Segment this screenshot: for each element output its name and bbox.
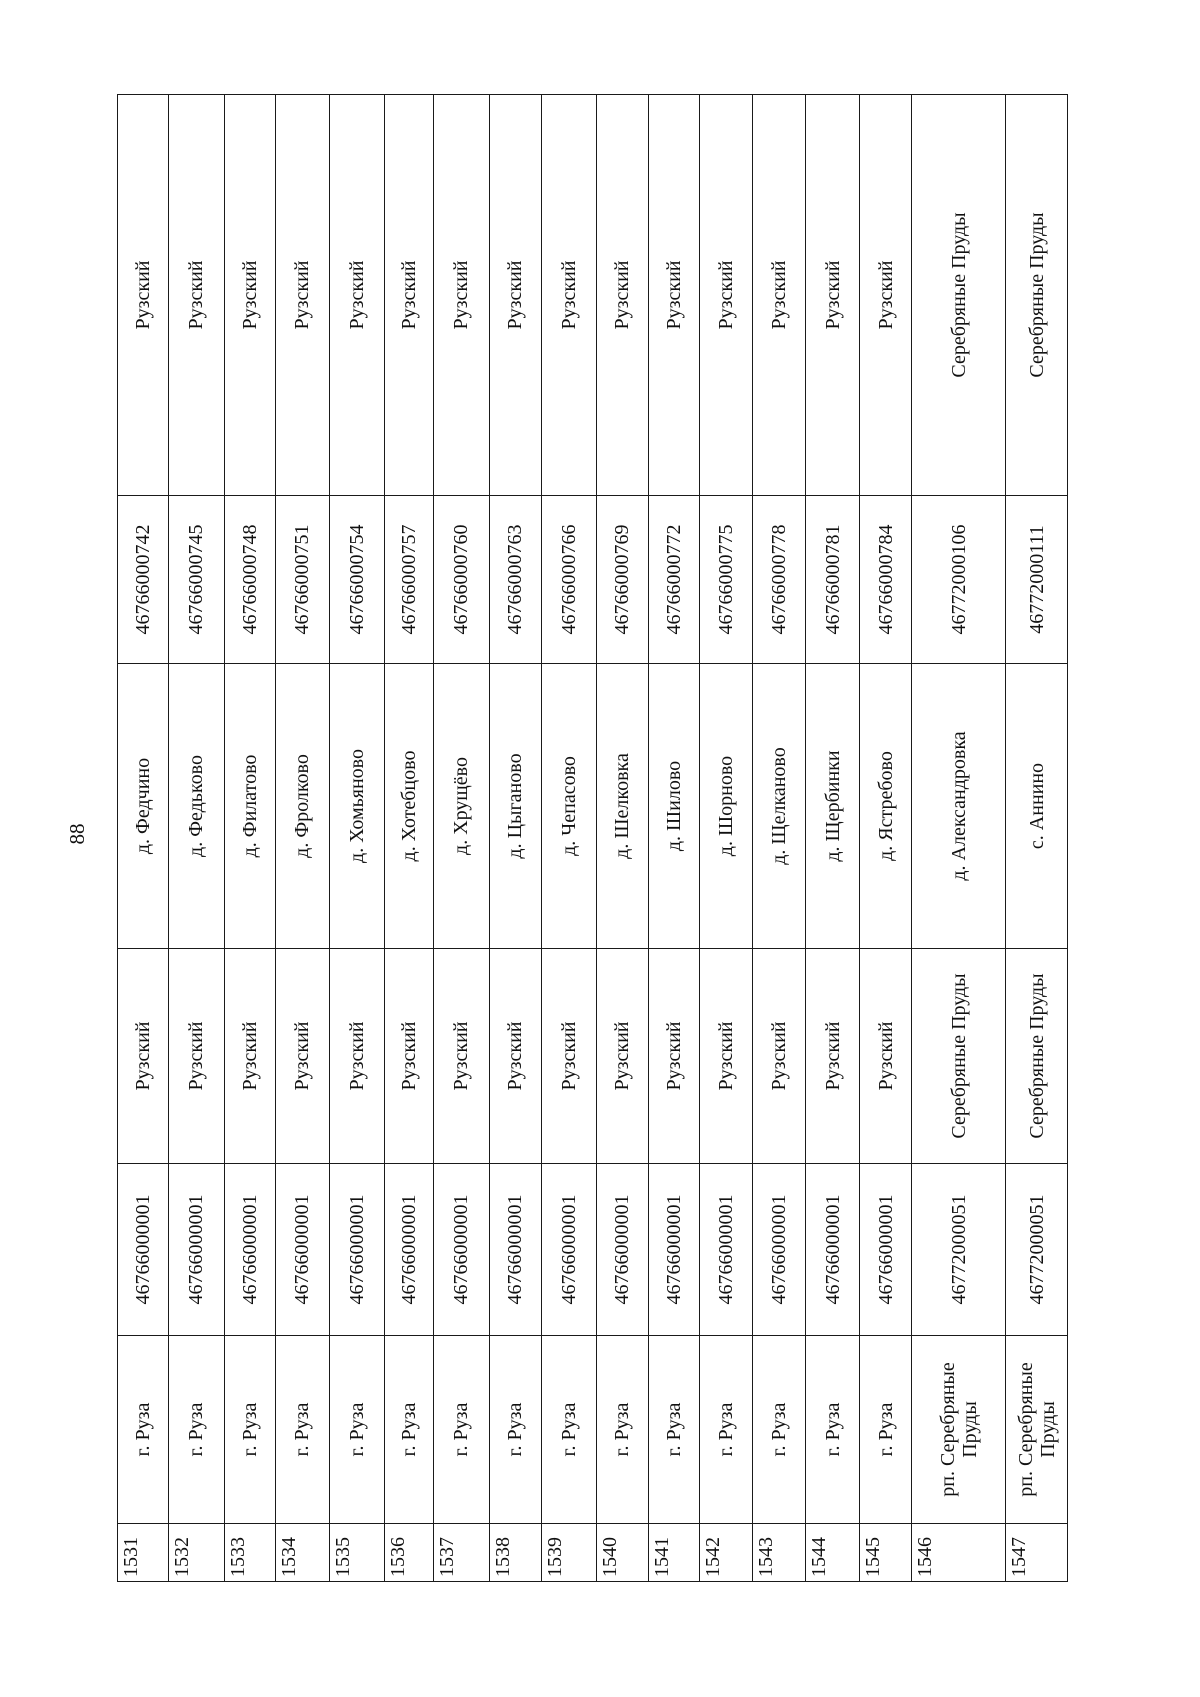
cell-settlement-oktmo: 46766000748 xyxy=(224,496,275,664)
cell-settlement-oktmo: 46766000760 xyxy=(433,496,489,664)
cell-district-b: Серебряные Пруды xyxy=(1006,95,1068,496)
table-row xyxy=(224,95,275,1582)
cell-admin-center-oktmo: 46766000001 xyxy=(118,1164,169,1336)
cell-district-b: Рузский xyxy=(596,95,648,496)
table-row xyxy=(648,95,700,1582)
cell-admin-center-oktmo: 46766000001 xyxy=(648,1164,700,1336)
cell-row-number: 1544 xyxy=(806,1524,860,1582)
cell-settlement-name: д. Шелковка xyxy=(596,664,648,949)
cell-district-b: Рузский xyxy=(224,95,275,496)
cell-row-number: 1535 xyxy=(329,1524,384,1582)
table-row xyxy=(384,95,433,1582)
table-row xyxy=(1006,95,1068,1582)
table-row xyxy=(168,95,224,1582)
cell-district-b: Рузский xyxy=(700,95,753,496)
cell-admin-center-oktmo: 46766000001 xyxy=(489,1164,541,1336)
cell-settlement-oktmo: 46766000751 xyxy=(275,496,329,664)
cell-admin-center: г. Руза xyxy=(806,1336,860,1524)
cell-admin-center: рп. Серебряные Пруды xyxy=(912,1336,1006,1524)
table-row xyxy=(275,95,329,1582)
table-row xyxy=(329,95,384,1582)
cell-row-number: 1547 xyxy=(1006,1524,1068,1582)
cell-admin-center: г. Руза xyxy=(860,1336,912,1524)
cell-settlement-name: д. Хомьяново xyxy=(329,664,384,949)
cell-settlement-name: д. Хотебцово xyxy=(384,664,433,949)
cell-settlement-name: д. Александровка xyxy=(912,664,1006,949)
cell-admin-center: г. Руза xyxy=(596,1336,648,1524)
table-row xyxy=(806,95,860,1582)
cell-admin-center-oktmo: 46766000001 xyxy=(541,1164,596,1336)
table-row xyxy=(118,95,169,1582)
cell-row-number: 1536 xyxy=(384,1524,433,1582)
cell-district-a: Рузский xyxy=(433,949,489,1164)
table-row xyxy=(596,95,648,1582)
cell-district-b: Рузский xyxy=(541,95,596,496)
cell-admin-center-oktmo: 46766000001 xyxy=(596,1164,648,1336)
cell-district-b: Рузский xyxy=(275,95,329,496)
table-row xyxy=(912,95,1006,1582)
cell-district-b: Рузский xyxy=(118,95,169,496)
table-row xyxy=(860,95,912,1582)
cell-district-a: Рузский xyxy=(648,949,700,1164)
cell-settlement-oktmo: 46766000769 xyxy=(596,496,648,664)
rotated-table-container xyxy=(117,95,1068,1582)
cell-district-b: Рузский xyxy=(329,95,384,496)
table-row xyxy=(700,95,753,1582)
cell-district-a: Рузский xyxy=(806,949,860,1164)
cell-settlement-name: д. Шорново xyxy=(700,664,753,949)
cell-admin-center: г. Руза xyxy=(384,1336,433,1524)
cell-settlement-oktmo: 46766000772 xyxy=(648,496,700,664)
cell-row-number: 1540 xyxy=(596,1524,648,1582)
cell-admin-center: г. Руза xyxy=(648,1336,700,1524)
cell-admin-center: г. Руза xyxy=(700,1336,753,1524)
cell-settlement-oktmo: 46772000106 xyxy=(912,496,1006,664)
cell-settlement-oktmo: 46766000766 xyxy=(541,496,596,664)
cell-district-a: Рузский xyxy=(489,949,541,1164)
cell-district-a: Рузский xyxy=(118,949,169,1164)
cell-admin-center: г. Руза xyxy=(433,1336,489,1524)
cell-settlement-oktmo: 46766000742 xyxy=(118,496,169,664)
cell-district-a: Рузский xyxy=(224,949,275,1164)
cell-row-number: 1531 xyxy=(118,1524,169,1582)
cell-district-b: Серебряные Пруды xyxy=(912,95,1006,496)
cell-settlement-oktmo: 46766000745 xyxy=(168,496,224,664)
cell-admin-center: рп. Серебряные Пруды xyxy=(1006,1336,1068,1524)
cell-row-number: 1542 xyxy=(700,1524,753,1582)
cell-admin-center-oktmo: 46766000001 xyxy=(384,1164,433,1336)
cell-settlement-oktmo: 46766000757 xyxy=(384,496,433,664)
cell-row-number: 1532 xyxy=(168,1524,224,1582)
cell-district-a: Рузский xyxy=(860,949,912,1164)
cell-district-b: Рузский xyxy=(860,95,912,496)
cell-district-a: Рузский xyxy=(275,949,329,1164)
cell-settlement-oktmo: 46766000763 xyxy=(489,496,541,664)
table-row xyxy=(753,95,806,1582)
cell-settlement-name: д. Щербинки xyxy=(806,664,860,949)
table-row xyxy=(541,95,596,1582)
cell-district-b: Рузский xyxy=(753,95,806,496)
cell-district-a: Рузский xyxy=(384,949,433,1164)
cell-district-a: Рузский xyxy=(700,949,753,1164)
cell-settlement-oktmo: 46766000754 xyxy=(329,496,384,664)
cell-admin-center: г. Руза xyxy=(541,1336,596,1524)
cell-settlement-name: д. Чепасово xyxy=(541,664,596,949)
cell-admin-center: г. Руза xyxy=(224,1336,275,1524)
table-row xyxy=(433,95,489,1582)
cell-settlement-name: д. Федьково xyxy=(168,664,224,949)
cell-district-a: Серебряные Пруды xyxy=(912,949,1006,1164)
cell-admin-center-oktmo: 46766000001 xyxy=(700,1164,753,1336)
cell-row-number: 1546 xyxy=(912,1524,1006,1582)
cell-settlement-name: д. Цыганово xyxy=(489,664,541,949)
cell-district-b: Рузский xyxy=(806,95,860,496)
cell-settlement-name: д. Фролково xyxy=(275,664,329,949)
cell-district-a: Рузский xyxy=(596,949,648,1164)
cell-row-number: 1538 xyxy=(489,1524,541,1582)
cell-settlement-name: д. Ястребово xyxy=(860,664,912,949)
cell-settlement-name: с. Аннино xyxy=(1006,664,1068,949)
cell-admin-center: г. Руза xyxy=(489,1336,541,1524)
cell-district-a: Рузский xyxy=(753,949,806,1164)
table-row xyxy=(489,95,541,1582)
cell-settlement-oktmo: 46766000775 xyxy=(700,496,753,664)
cell-admin-center: г. Руза xyxy=(275,1336,329,1524)
cell-district-b: Рузский xyxy=(648,95,700,496)
cell-row-number: 1537 xyxy=(433,1524,489,1582)
cell-row-number: 1534 xyxy=(275,1524,329,1582)
cell-settlement-name: д. Шилово xyxy=(648,664,700,949)
cell-row-number: 1533 xyxy=(224,1524,275,1582)
cell-row-number: 1539 xyxy=(541,1524,596,1582)
cell-admin-center-oktmo: 46766000001 xyxy=(168,1164,224,1336)
cell-district-a: Рузский xyxy=(541,949,596,1164)
cell-admin-center-oktmo: 46766000001 xyxy=(753,1164,806,1336)
cell-district-a: Рузский xyxy=(168,949,224,1164)
cell-admin-center: г. Руза xyxy=(118,1336,169,1524)
cell-admin-center: г. Руза xyxy=(168,1336,224,1524)
cell-admin-center-oktmo: 46766000001 xyxy=(224,1164,275,1336)
cell-settlement-name: д. Федчино xyxy=(118,664,169,949)
cell-admin-center-oktmo: 46766000001 xyxy=(860,1164,912,1336)
cell-row-number: 1545 xyxy=(860,1524,912,1582)
cell-settlement-oktmo: 46772000111 xyxy=(1006,496,1068,664)
cell-admin-center: г. Руза xyxy=(329,1336,384,1524)
cell-admin-center-oktmo: 46766000001 xyxy=(433,1164,489,1336)
cell-district-b: Рузский xyxy=(384,95,433,496)
cell-admin-center-oktmo: 46772000051 xyxy=(1006,1164,1068,1336)
cell-settlement-oktmo: 46766000784 xyxy=(860,496,912,664)
cell-admin-center: г. Руза xyxy=(753,1336,806,1524)
cell-district-a: Рузский xyxy=(329,949,384,1164)
cell-admin-center-oktmo: 46766000001 xyxy=(329,1164,384,1336)
cell-admin-center-oktmo: 46772000051 xyxy=(912,1164,1006,1336)
cell-row-number: 1543 xyxy=(753,1524,806,1582)
cell-settlement-oktmo: 46766000778 xyxy=(753,496,806,664)
cell-district-a: Серебряные Пруды xyxy=(1006,949,1068,1164)
cell-settlement-oktmo: 46766000781 xyxy=(806,496,860,664)
cell-settlement-name: д. Хрущёво xyxy=(433,664,489,949)
cell-admin-center-oktmo: 46766000001 xyxy=(806,1164,860,1336)
cell-district-b: Рузский xyxy=(433,95,489,496)
cell-settlement-name: д. Щелканово xyxy=(753,664,806,949)
cell-district-b: Рузский xyxy=(489,95,541,496)
settlements-table xyxy=(117,94,1068,1582)
cell-admin-center-oktmo: 46766000001 xyxy=(275,1164,329,1336)
page-number: 88 xyxy=(64,823,89,845)
cell-settlement-name: д. Филатово xyxy=(224,664,275,949)
cell-district-b: Рузский xyxy=(168,95,224,496)
cell-row-number: 1541 xyxy=(648,1524,700,1582)
